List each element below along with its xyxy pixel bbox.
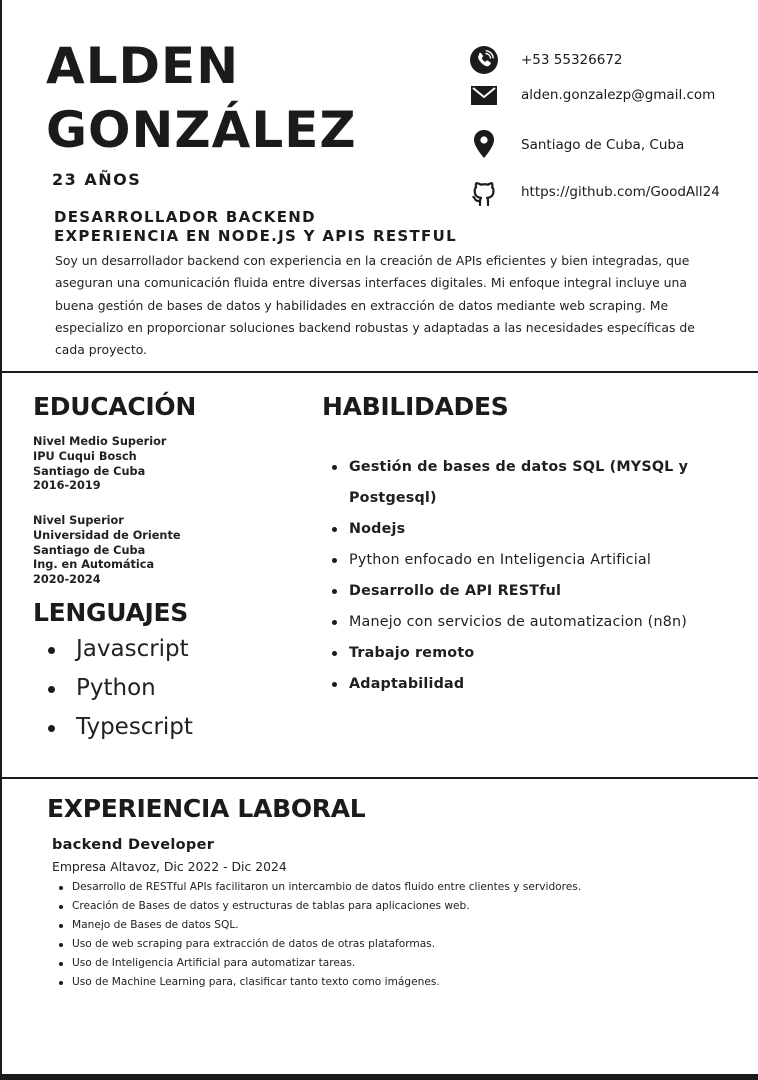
list-item: Uso de Inteligencia Artificial para automatizar tareas. — [52, 954, 581, 973]
location-pin-icon — [468, 128, 500, 160]
list-item: Nodejs — [330, 514, 740, 545]
education-degree: Ing. en Automática — [33, 558, 155, 572]
experience-heading: EXPERIENCIA LABORAL — [47, 794, 366, 823]
job-company: Empresa Altavoz, Dic 2022 - Dic 2024 — [52, 859, 287, 874]
role-line-1: DESARROLLADOR BACKEND — [54, 208, 316, 226]
profile-summary: Soy un desarrollador backend con experiencia en la creación de APIs eficientes y bien integradas, que aseguran una comunicación fluida entre diversas interfaces digitales. Mi enfoque integral incluye una buena gestión de bases de datos y habilidades en extracción de datos mediante web scraping. Me especializo en proporcionar soluciones backend robustas y adaptadas a las necesidades específicas de cada proyecto. — [55, 253, 695, 358]
duties-list — [52, 878, 581, 992]
github-icon — [468, 176, 500, 208]
list-item: Desarrollo de API RESTful — [330, 576, 740, 607]
role-title — [54, 208, 457, 246]
education-city: Santiago de Cuba — [33, 543, 146, 557]
phone-number: +53 55326672 — [521, 52, 623, 68]
role-line-2: EXPERIENCIA EN NODE.JS Y APIS RESTFUL — [54, 227, 457, 245]
skills-heading: HABILIDADES — [322, 392, 509, 421]
education-entry — [33, 435, 166, 494]
list-item: Typescript — [32, 708, 193, 747]
education-level: Nivel Superior — [33, 514, 124, 527]
list-item: Python enfocado en Inteligencia Artificial — [330, 545, 740, 576]
list-item: Trabajo remoto — [330, 638, 740, 669]
last-name: GONZÁLEZ — [46, 101, 357, 159]
list-item: Manejo de Bases de datos SQL. — [52, 916, 581, 935]
list-item: Python — [32, 669, 193, 708]
list-item: Manejo con servicios de automatizacion (n8n) — [330, 607, 740, 638]
list-item: Desarrollo de RESTful APIs facilitaron un intercambio de datos fluido entre clientes y servidores. — [52, 878, 581, 897]
divider — [2, 371, 758, 373]
education-years: 2016-2019 — [33, 479, 101, 493]
education-school: Universidad de Oriente — [33, 528, 181, 542]
education-school: IPU Cuqui Bosch — [33, 449, 137, 463]
mail-icon — [468, 80, 500, 112]
job-title: backend Developer — [52, 837, 215, 853]
skills-list — [330, 452, 740, 700]
list-item: Javascript — [32, 630, 193, 669]
education-city: Santiago de Cuba — [33, 464, 146, 478]
github-link[interactable]: https://github.com/GoodAll24 — [521, 184, 720, 200]
list-item: Creación de Bases de datos y estructuras de tablas para aplicaciones web. — [52, 897, 581, 916]
list-item: Uso de web scraping para extracción de datos de otras plataformas. — [52, 935, 581, 954]
location-text: Santiago de Cuba, Cuba — [521, 137, 685, 153]
phone-icon — [468, 44, 500, 76]
resume-page — [2, 0, 758, 1074]
education-heading: EDUCACIÓN — [33, 392, 196, 421]
age: 23 AÑOS — [52, 170, 142, 189]
education-entry — [33, 514, 181, 588]
list-item: Adaptabilidad — [330, 669, 740, 700]
education-years: 2020-2024 — [33, 573, 101, 587]
email-address[interactable]: alden.gonzalezp@gmail.com — [521, 87, 716, 103]
first-name: ALDEN — [46, 37, 240, 95]
languages-heading: LENGUAJES — [33, 598, 189, 627]
divider — [2, 777, 758, 779]
list-item: Gestión de bases de datos SQL (MYSQL y Postgesql) — [330, 452, 740, 514]
list-item: Uso de Machine Learning para, clasificar tanto texto como imágenes. — [52, 973, 581, 992]
languages-list — [32, 630, 193, 747]
education-level: Nivel Medio Superior — [33, 435, 167, 448]
